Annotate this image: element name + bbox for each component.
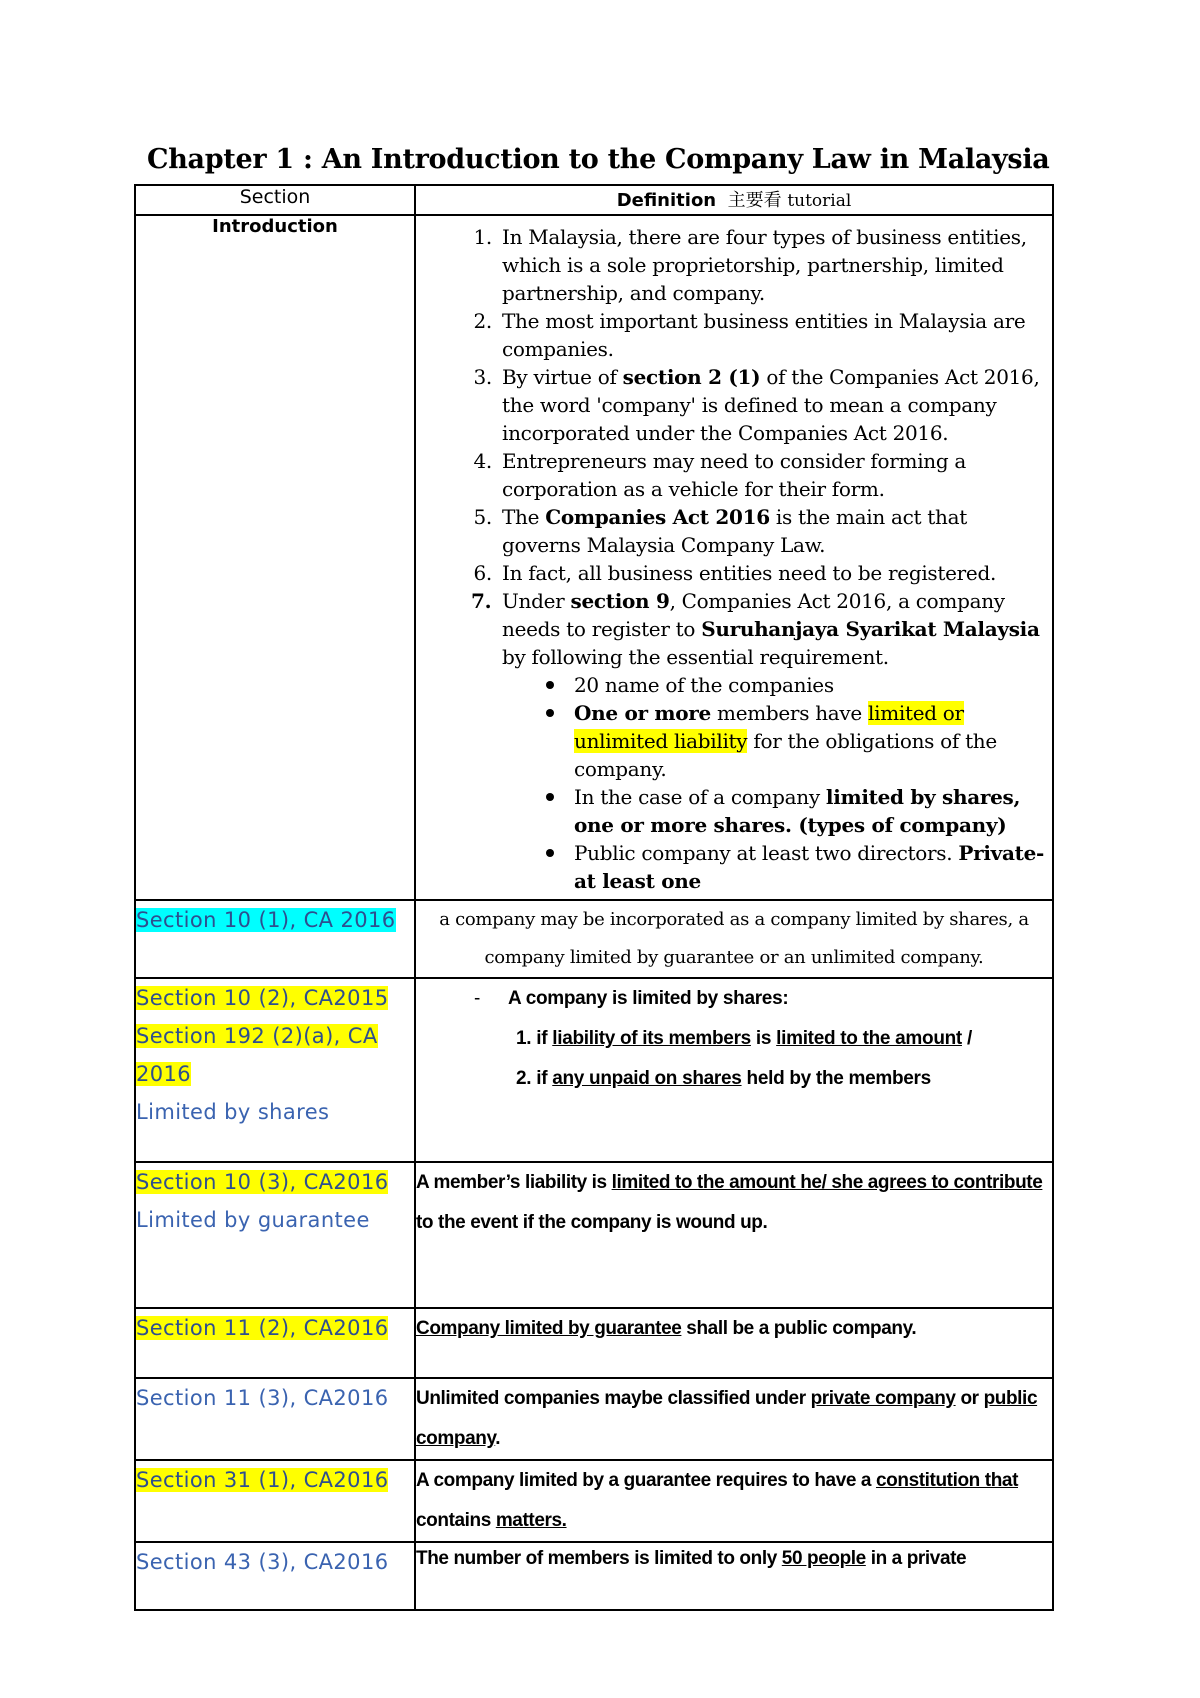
section-topic: Limited by guarantee	[136, 1208, 370, 1232]
section-cell	[135, 978, 415, 1162]
definition-cell	[415, 1460, 1053, 1542]
list-item	[498, 223, 1044, 307]
list-item-emphasis: Suruhanjaya Syarikat Malaysia	[701, 617, 1040, 641]
section-introduction: Introduction	[135, 215, 415, 900]
bullet-highlight: limited or unlimited liability	[574, 701, 964, 753]
definition-underline: any unpaid on shares	[552, 1068, 742, 1089]
definition-cell	[415, 1162, 1053, 1308]
definition-underline: constitution that	[875, 1470, 1018, 1491]
bullet-text: In the case of a company	[574, 785, 826, 809]
definition-underline: private company	[810, 1388, 956, 1409]
definition-underline: 50 people	[781, 1548, 866, 1569]
section-reference: Section 192 (2)(a), CA 2016	[136, 1024, 378, 1086]
bullet-emphasis: Private- at least one	[574, 841, 1044, 893]
definition-text: A member’s liability is	[416, 1172, 612, 1193]
definition-introduction	[415, 215, 1053, 900]
definition-text: Unlimited companies maybe classified under	[416, 1388, 811, 1409]
definition-text: .	[495, 1428, 501, 1449]
list-item-text: Entrepreneurs may need to consider forming a corporation as a vehicle for their form.	[502, 449, 967, 501]
section-cell	[135, 1542, 415, 1610]
bullet-emphasis: limited by shares, one or more shares. (types of company)	[574, 785, 1021, 837]
table-header-row	[135, 185, 1053, 215]
section-reference: Section 10 (2), CA2015	[136, 986, 389, 1010]
list-item-text: The	[502, 505, 546, 529]
list-item-emphasis: section 9	[570, 589, 670, 613]
table-row	[135, 1308, 1053, 1378]
section-cell	[135, 1162, 415, 1308]
section-reference: Section 31 (1), CA2016	[136, 1468, 389, 1492]
requirements-bullet-list	[502, 671, 1044, 895]
list-item	[498, 307, 1044, 363]
definition-text: or	[955, 1388, 984, 1409]
table-row	[135, 1460, 1053, 1542]
list-item	[498, 503, 1044, 559]
section-cell	[135, 1460, 415, 1542]
definition-underline: matters.	[495, 1510, 567, 1531]
list-item-text: , Companies Act 2016, a company needs to register to	[502, 589, 1005, 641]
section-reference: Section 43 (3), CA2016	[136, 1550, 389, 1574]
definition-text: A company limited by a guarantee requires to have a	[416, 1470, 876, 1491]
section-cell	[135, 1378, 415, 1460]
definition-underline: limited to the amount he/ she agrees to contribute	[611, 1172, 1043, 1193]
definition-text: shall be a public company.	[681, 1318, 917, 1339]
list-item-text: By virtue of	[502, 365, 623, 389]
definition-cell	[415, 1542, 1053, 1610]
line-number: 2.	[516, 1068, 532, 1089]
bullet-item	[574, 699, 1044, 783]
header-definition-tutorial: tutorial	[787, 191, 852, 211]
page-title: Chapter 1 : An Introduction to the Company Law in Malaysia	[147, 144, 1050, 175]
definition-cell: a company may be incorporated as a company limited by shares, a company limited by guarantee or an unlimited company.	[415, 900, 1053, 978]
definition-cell	[415, 978, 1053, 1162]
table-row	[135, 900, 1053, 978]
numbered-line	[416, 1059, 1052, 1099]
definition-text: The number of members is limited to only	[416, 1548, 782, 1569]
list-item-emphasis: Companies Act 2016	[545, 505, 770, 529]
list-item	[498, 447, 1044, 503]
table-row-introduction	[135, 215, 1053, 900]
definition-text: in a private	[865, 1548, 967, 1569]
definition-underline: Company limited by guarantee	[416, 1318, 682, 1339]
section-reference: Section 10 (3), CA2016	[136, 1170, 389, 1194]
intro-numbered-list	[416, 216, 1052, 899]
table-row	[135, 978, 1053, 1162]
list-item	[498, 559, 1044, 587]
definition-underline: limited to the amount	[776, 1028, 962, 1049]
definition-text: is	[750, 1028, 777, 1049]
numbered-line	[416, 1019, 1052, 1059]
list-item	[498, 587, 1044, 895]
list-item-text: In Malaysia, there are four types of business entities, which is a sole proprietorship, partnership, limited partnership, and company.	[502, 225, 1027, 305]
definition-text: to the event if the company is wound up.	[416, 1212, 768, 1233]
section-topic: Limited by shares	[136, 1100, 330, 1124]
line-number: 1.	[516, 1028, 532, 1049]
table-row	[135, 1378, 1053, 1460]
header-definition	[415, 185, 1053, 215]
list-item-text: of the Companies Act 2016, the word 'company' is defined to mean a company incorporated under the Companies Act 2016.	[502, 365, 1040, 445]
section-reference: Section 11 (3), CA2016	[136, 1386, 389, 1410]
dash-line	[416, 979, 1052, 1019]
list-item-emphasis: section 2 (1)	[622, 365, 761, 389]
definition-text: if	[536, 1068, 553, 1089]
header-section: Section	[135, 185, 415, 215]
bullet-item	[574, 839, 1044, 895]
list-item-text: The most important business entities in Malaysia are companies.	[502, 309, 1026, 361]
section-reference: Section 11 (2), CA2016	[136, 1316, 389, 1340]
definition-cell	[415, 1378, 1053, 1460]
bullet-item	[574, 783, 1044, 839]
definition-text: contains	[416, 1510, 496, 1531]
table-row	[135, 1162, 1053, 1308]
section-cell	[135, 900, 415, 978]
list-item	[498, 363, 1044, 447]
definition-text: held by the members	[741, 1068, 931, 1089]
definition-cell	[415, 1308, 1053, 1378]
definition-text: /	[961, 1028, 972, 1049]
list-item-text: Under	[502, 589, 571, 613]
bullet-text: Public company at least two directors.	[574, 841, 959, 865]
header-definition-cjk: 主要看	[727, 190, 782, 211]
company-law-table	[134, 184, 1054, 1611]
definition-text: if	[536, 1028, 553, 1049]
definition-underline: public company	[416, 1388, 1038, 1449]
bullet-item	[574, 671, 1044, 699]
table-row	[135, 1542, 1053, 1610]
list-item-text: is the main act that governs Malaysia Company Law.	[502, 505, 967, 557]
section-cell	[135, 1308, 415, 1378]
dash-marker: -	[474, 988, 481, 1009]
definition-underline: liability of its members	[552, 1028, 751, 1049]
bullet-text: members have	[710, 701, 869, 725]
list-item-text: by following the essential requirement.	[502, 645, 889, 669]
section-reference: Section 10 (1), CA 2016	[136, 908, 396, 932]
bullet-text: for the obligations of the company.	[574, 729, 997, 781]
list-item-text: In fact, all business entities need to be registered.	[502, 561, 997, 585]
definition-text: A company is limited by shares:	[508, 988, 789, 1009]
bullet-text: 20 name of the companies	[574, 673, 834, 697]
bullet-emphasis: One or more	[574, 701, 711, 725]
header-definition-label: Definition	[616, 190, 717, 211]
